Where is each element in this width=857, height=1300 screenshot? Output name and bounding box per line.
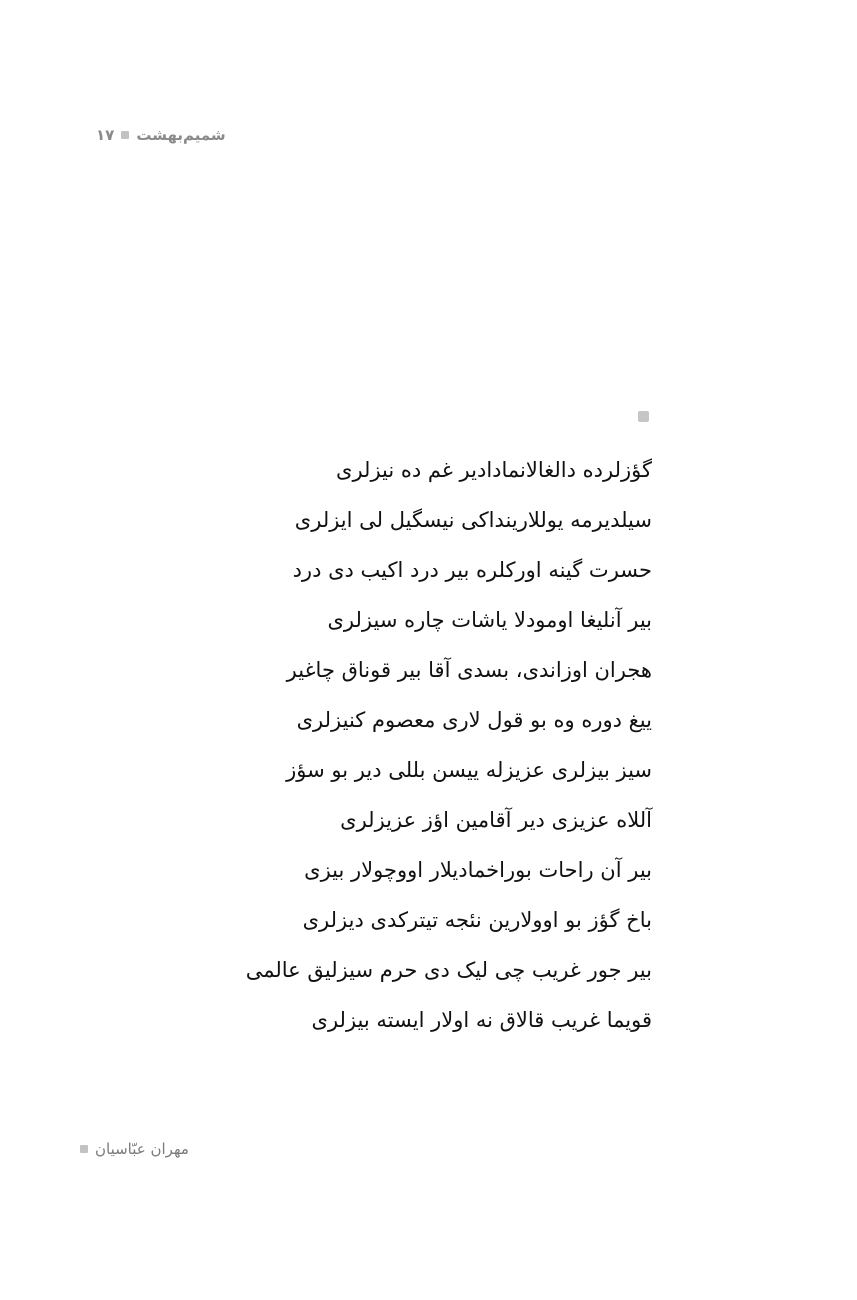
separator-square-icon (121, 131, 129, 139)
poem-line: حسرت گینه اورکلره بیر درد اکیب دی درد (292, 558, 652, 582)
poem-line: ییغ دوره وه بو قول لاری معصوم کنیزلری (296, 708, 652, 732)
poem-line: بیر جور غریب چی لیک دی حرم سیزلیق عالمی (245, 958, 652, 982)
poem-line: سیلدیرمه یوللاریندا‌کی نیسگیل لی ایزلری (294, 508, 652, 532)
poem-line: آللاه عزیزی دیر آقامین اؤز عزیزلری (340, 808, 652, 832)
poem-line: گؤزلرده دالغالانمادادیر غم ده نیزلری (336, 458, 652, 482)
poem-line: باخ گؤز بو اوولارین نئجه تیترکدی دیزلری (302, 908, 652, 932)
author-name: مهران عبّاسیان (95, 1140, 189, 1158)
poem-start-square-icon (638, 411, 649, 422)
separator-square-icon (80, 1145, 88, 1153)
running-header (96, 126, 226, 144)
poem-line: قویما غریب قالاق نه اولار ایسته بیزلری (311, 1008, 652, 1032)
page-number: ۱۷ (96, 126, 115, 144)
poem-line: بیر آنلیغا اومودلا یاشات چاره سیزلری (327, 608, 652, 632)
poem-line: هجران اوزاندی، بسدی آقا بیر قوناق چاغیر (286, 658, 652, 682)
poem-body (246, 445, 652, 1045)
book-title: شمیم‌بهشت (136, 126, 226, 144)
poem-line: سیز بیزلری عزیزله ییسن بللی دیر بو سؤز (286, 758, 652, 782)
running-footer (80, 1140, 189, 1158)
poem-line: بیر آن راحات بوراخمادیلار اووچولار بیزی (304, 858, 652, 882)
